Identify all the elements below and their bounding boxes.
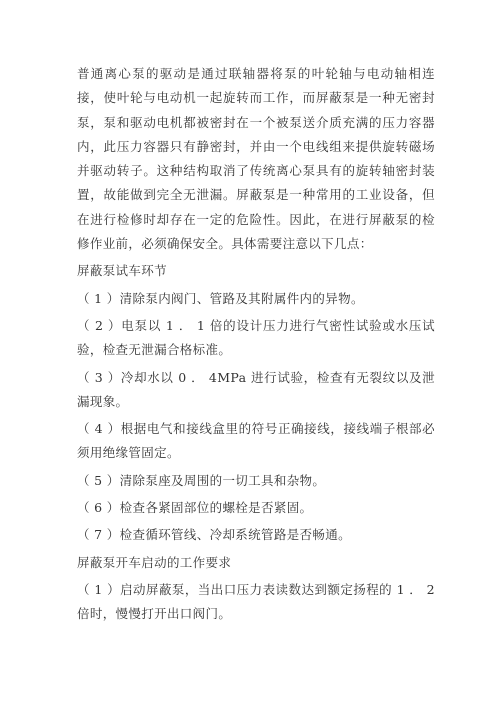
section-heading-startup: 屏蔽泵开车启动的工作要求	[77, 554, 232, 570]
document-body	[77, 62, 435, 627]
list-item: （ 6 ）检查各紧固部位的螺栓是否紧固。	[77, 500, 313, 516]
list-item: （ 1 ）清除泵内阀门、管路及其附属件内的异物。	[77, 290, 364, 306]
section-heading-trial-run: 屏蔽泵试车环节	[77, 263, 167, 279]
list-item: （ 7 ）检查循环管线、冷却系统管路是否畅通。	[77, 527, 351, 543]
list-item: （ 1 ）启动屏蔽泵，当出口压力表读数达到额定扬程的 1 ． 2 倍时，慢慢打开出口阀门。	[77, 581, 435, 622]
list-item: （ 3 ）冷却水以 0 ． 4MPa 进行试验，检查有无裂纹以及泄漏现象。	[77, 369, 435, 409]
list-item: （ 2 ）电泵以 1 ． 1 倍的设计压力进行气密性试验或水压试验，检查无泄漏合格标准。	[77, 317, 435, 358]
list-item: （ 4 ）根据电气和接线盒里的符号正确接线，接线端子根部必须用绝缘管固定。	[77, 421, 435, 461]
list-item: （ 5 ）清除泵座及周围的一切工具和杂物。	[77, 472, 326, 488]
intro-paragraph: 普通离心泵的驱动是通过联轴器将泵的叶轮轴与电动轴相连接，使叶轮与电动机一起旋转而工作，而屏蔽泵是一种无密封泵，泵和驱动电机都被密封在一个被泵送介质充满的压力容器内，此压力容器只有静密封，并由一个电线组来提供旋转磁场并驱动转子。这种结构取消了传统离心泵具有的旋转轴密封装置，故能做到完全无泄漏。屏蔽泵是一种常用的工业设备，但在进行检修时却存在一定的危险性。因此，在进行屏蔽泵的检修作业前，必须确保安全。具体需要注意以下几点：	[77, 66, 435, 252]
